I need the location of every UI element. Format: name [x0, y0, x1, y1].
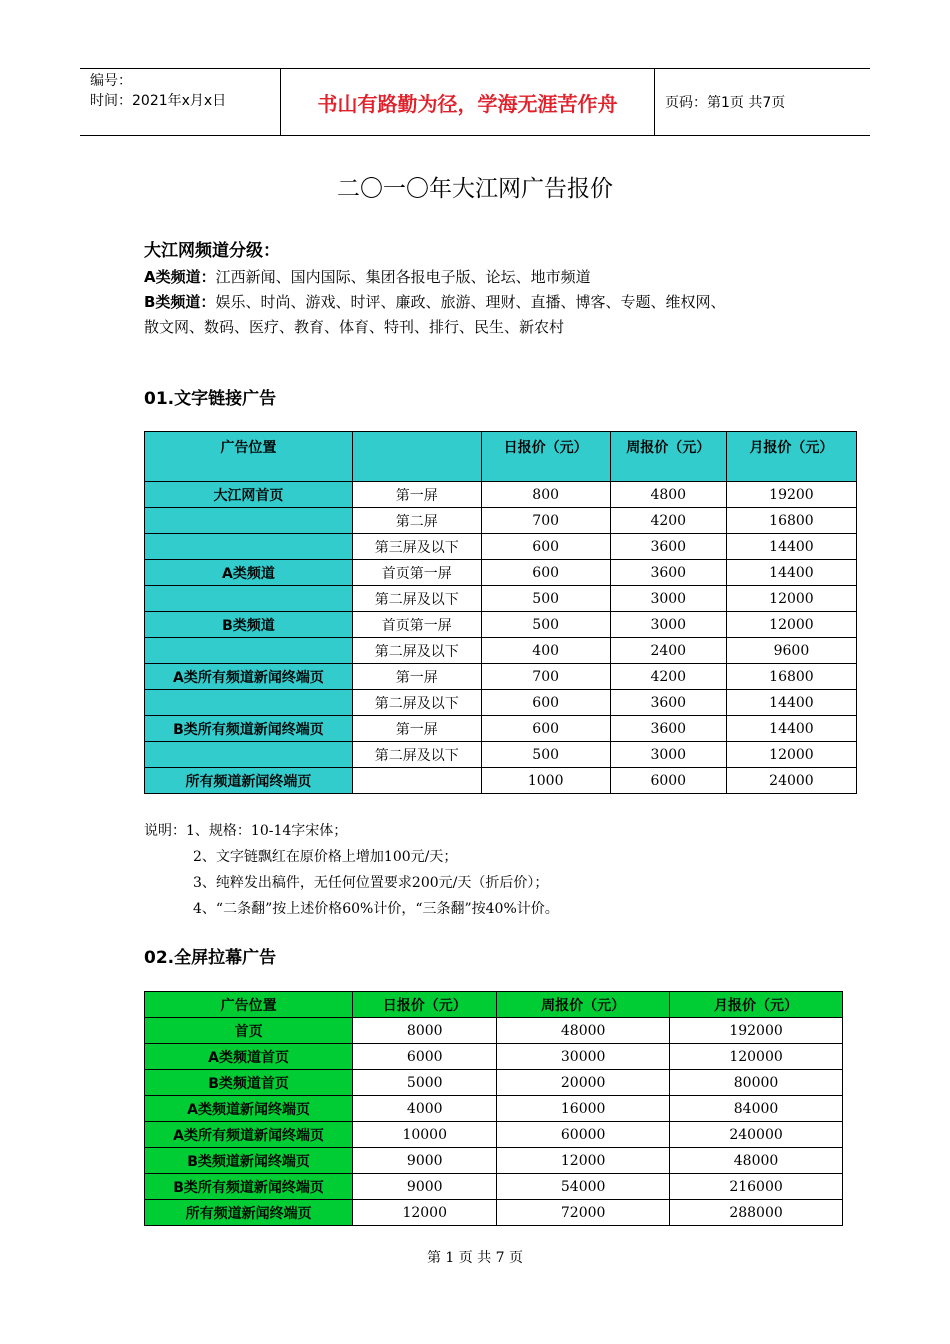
- table-cell: 700: [481, 664, 610, 690]
- table-cell: 3600: [610, 534, 726, 560]
- column-header: 月报价（元）: [670, 992, 843, 1018]
- table-cell: 24000: [726, 768, 856, 794]
- table-cell: 第一屏: [352, 482, 481, 508]
- table-cell: 12000: [726, 742, 856, 768]
- row-category: B类所有频道新闻终端页: [145, 716, 353, 742]
- table-row: [145, 768, 857, 794]
- table-cell: 16800: [726, 664, 856, 690]
- channel-b-label: B类频道：: [144, 293, 216, 311]
- row-category: 所有频道新闻终端页: [145, 1200, 353, 1226]
- table-cell: 72000: [497, 1200, 670, 1226]
- row-category: A类频道首页: [145, 1044, 353, 1070]
- table-cell: 首页第一屏: [352, 560, 481, 586]
- table-cell: 192000: [670, 1018, 843, 1044]
- table-cell: 9000: [353, 1174, 497, 1200]
- table-row: [145, 1174, 843, 1200]
- table-cell: 3600: [610, 690, 726, 716]
- row-category: A类所有频道新闻终端页: [145, 1122, 353, 1148]
- row-category: [145, 534, 353, 560]
- row-category: B类所有频道新闻终端页: [145, 1174, 353, 1200]
- row-category: [145, 508, 353, 534]
- table-row: [145, 1018, 843, 1044]
- table-cell: 4000: [353, 1096, 497, 1122]
- channel-b-line: [144, 290, 844, 315]
- table-cell: 16000: [497, 1096, 670, 1122]
- table-cell: 3000: [610, 586, 726, 612]
- table-cell: 6000: [610, 768, 726, 794]
- row-category: 大江网首页: [145, 482, 353, 508]
- table-cell: 3600: [610, 716, 726, 742]
- table-cell: 3000: [610, 612, 726, 638]
- column-header: [352, 432, 481, 482]
- table-row: [145, 690, 857, 716]
- table-cell: 5000: [353, 1070, 497, 1096]
- time-label: 时间：2021年x月x日: [90, 93, 227, 109]
- table-cell: 600: [481, 534, 610, 560]
- table-row: [145, 716, 857, 742]
- table-cell: 14400: [726, 534, 856, 560]
- table-row: [145, 638, 857, 664]
- channel-a-label: A类频道：: [144, 268, 216, 286]
- table-row: [145, 1200, 843, 1226]
- table-cell: 第二屏及以下: [352, 586, 481, 612]
- header-meta: [80, 69, 281, 135]
- table-cell: 600: [481, 560, 610, 586]
- note-3: 3、纯粹发出稿件，无任何位置要求200元/天（折后价）；: [193, 875, 549, 891]
- table-cell: 800: [481, 482, 610, 508]
- channel-b-line-2: 散文网、数码、医疗、教育、体育、特刊、排行、民生、新农村: [144, 318, 565, 336]
- table-cell: 240000: [670, 1122, 843, 1148]
- row-category: [145, 586, 353, 612]
- table-cell: 12000: [497, 1148, 670, 1174]
- channel-a-list: 江西新闻、国内国际、集团各报电子版、论坛、地市频道: [215, 268, 591, 286]
- note-2: 2、文字链飘红在原价格上增加100元/天；: [193, 849, 458, 865]
- table-row: [145, 1044, 843, 1070]
- section1-notes: [144, 818, 559, 922]
- table-row: [145, 1096, 843, 1122]
- table-cell: 首页第一屏: [352, 612, 481, 638]
- table-row: [145, 586, 857, 612]
- channel-grading: [144, 236, 844, 340]
- row-category: [145, 638, 353, 664]
- table-cell: 1000: [481, 768, 610, 794]
- page-footer: 第 1 页 共 7 页: [426, 1250, 524, 1266]
- table-cell: 14400: [726, 690, 856, 716]
- table-cell: 8000: [353, 1018, 497, 1044]
- table-row: [145, 482, 857, 508]
- table-cell: 30000: [497, 1044, 670, 1070]
- table-cell: 4800: [610, 482, 726, 508]
- table-cell: 60000: [497, 1122, 670, 1148]
- fullscreen-curtain-price-table: [144, 991, 843, 1226]
- table-cell: 20000: [497, 1070, 670, 1096]
- row-category: [145, 742, 353, 768]
- row-category: A类频道: [145, 560, 353, 586]
- table-cell: 14400: [726, 716, 856, 742]
- table-cell: 19200: [726, 482, 856, 508]
- table-cell: 9600: [726, 638, 856, 664]
- table-cell: 48000: [670, 1148, 843, 1174]
- column-header: 广告位置: [145, 432, 353, 482]
- table-row: [145, 612, 857, 638]
- table-cell: 第二屏: [352, 508, 481, 534]
- row-category: B类频道: [145, 612, 353, 638]
- table-cell: 84000: [670, 1096, 843, 1122]
- section2-title: 02.全屏拉幕广告: [144, 948, 277, 968]
- table-cell: 12000: [726, 612, 856, 638]
- table-cell: 54000: [497, 1174, 670, 1200]
- column-header: 月报价（元）: [726, 432, 856, 482]
- header-page-info: 页码：第1页 共7页: [665, 95, 786, 111]
- table-cell: 6000: [353, 1044, 497, 1070]
- row-category: B类频道首页: [145, 1070, 353, 1096]
- table-cell: 12000: [353, 1200, 497, 1226]
- table-cell: 16800: [726, 508, 856, 534]
- table-cell: 第一屏: [352, 716, 481, 742]
- table-row: [145, 534, 857, 560]
- column-header: 周报价（元）: [497, 992, 670, 1018]
- table-cell: 288000: [670, 1200, 843, 1226]
- header-motto: 书山有路勤为径，学海无涯苦作舟: [281, 69, 655, 135]
- table-cell: 4200: [610, 664, 726, 690]
- table-cell: 216000: [670, 1174, 843, 1200]
- table-cell: 第三屏及以下: [352, 534, 481, 560]
- table-row: [145, 664, 857, 690]
- table-cell: 600: [481, 716, 610, 742]
- table-cell: 第一屏: [352, 664, 481, 690]
- number-label: 编号：: [90, 73, 132, 89]
- row-category: A类所有频道新闻终端页: [145, 664, 353, 690]
- table-header-row: [145, 432, 857, 482]
- table-header-row: [145, 992, 843, 1018]
- table-cell: 3600: [610, 560, 726, 586]
- row-category: A类频道新闻终端页: [145, 1096, 353, 1122]
- table-cell: 600: [481, 690, 610, 716]
- table-row: [145, 508, 857, 534]
- text-link-price-table: [144, 431, 857, 794]
- table-row: [145, 1122, 843, 1148]
- row-category: B类频道新闻终端页: [145, 1148, 353, 1174]
- table-cell: 120000: [670, 1044, 843, 1070]
- column-header: 周报价（元）: [610, 432, 726, 482]
- column-header: 广告位置: [145, 992, 353, 1018]
- table-cell: 第二屏及以下: [352, 742, 481, 768]
- channel-b-list-1: 娱乐、时尚、游戏、时评、廉政、旅游、理财、直播、博客、专题、维权网、: [215, 293, 726, 311]
- column-header: 日报价（元）: [353, 992, 497, 1018]
- table-cell: 400: [481, 638, 610, 664]
- table-row: [145, 742, 857, 768]
- table-cell: [352, 768, 481, 794]
- table-cell: 700: [481, 508, 610, 534]
- row-category: [145, 690, 353, 716]
- table-cell: 4200: [610, 508, 726, 534]
- row-category: 所有频道新闻终端页: [145, 768, 353, 794]
- document-title: 二〇一〇年大江网广告报价: [337, 176, 613, 202]
- note-4: 4、“二条翻”按上述价格60%计价，“三条翻”按40%计价。: [193, 901, 559, 917]
- row-category: 首页: [145, 1018, 353, 1044]
- table-cell: 第二屏及以下: [352, 638, 481, 664]
- table-cell: 48000: [497, 1018, 670, 1044]
- table-cell: 14400: [726, 560, 856, 586]
- note-1: 说明：1、规格：10-14字宋体；: [144, 823, 348, 839]
- column-header: 日报价（元）: [481, 432, 610, 482]
- channel-grading-heading: 大江网频道分级：: [144, 241, 280, 261]
- table-cell: 第二屏及以下: [352, 690, 481, 716]
- table-cell: 80000: [670, 1070, 843, 1096]
- table-cell: 3000: [610, 742, 726, 768]
- table-row: [145, 1148, 843, 1174]
- table-row: [145, 560, 857, 586]
- page-header: [80, 68, 870, 136]
- section1-title: 01.文字链接广告: [144, 389, 277, 409]
- table-row: [145, 1070, 843, 1096]
- table-cell: 10000: [353, 1122, 497, 1148]
- channel-a-line: [144, 265, 844, 290]
- table-cell: 500: [481, 742, 610, 768]
- table-cell: 2400: [610, 638, 726, 664]
- table-cell: 500: [481, 586, 610, 612]
- table-cell: 12000: [726, 586, 856, 612]
- table-cell: 500: [481, 612, 610, 638]
- table-cell: 9000: [353, 1148, 497, 1174]
